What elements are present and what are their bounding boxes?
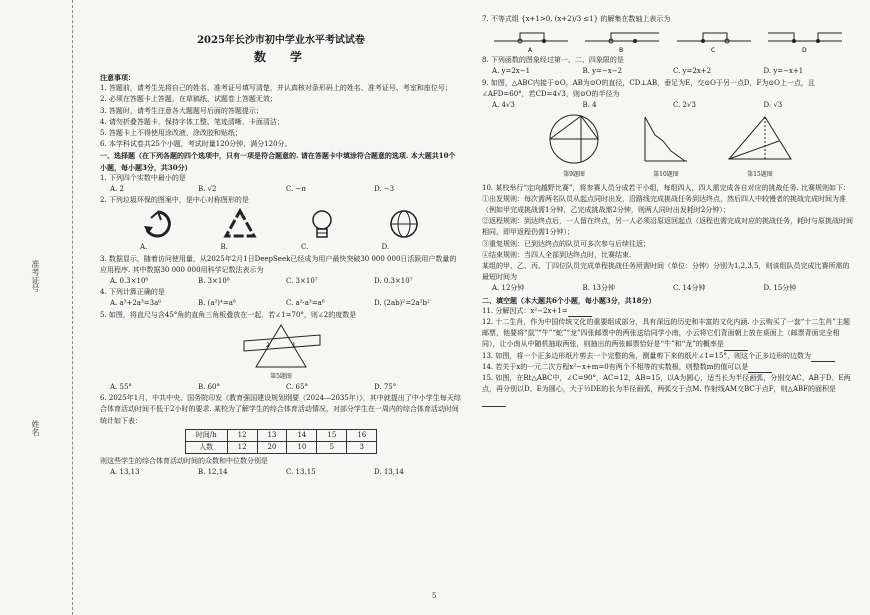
question-7: 7. 不等式组 {x+1>0, (x+2)/3 ≤1} 的解集在数轴上表示为 — [482, 15, 671, 23]
figure-9 — [541, 113, 607, 180]
question-5: 5. 如图，将直尺与含45°角的直角三角板叠放在一起，若∠1=70°，则∠2的度数是 — [100, 310, 357, 319]
table-cell: 5 — [317, 442, 347, 454]
option: A. 55° — [110, 383, 132, 392]
option: B. 12,14 — [198, 468, 228, 477]
option: C. 13,15 — [286, 468, 316, 477]
table-cell: 15 — [317, 429, 347, 441]
answer-blank — [482, 398, 506, 407]
answer-blank — [568, 308, 592, 317]
option: C. 2√3 — [673, 101, 696, 110]
option: A. a³+2a³=3a⁶ — [110, 299, 162, 308]
figure-caption: 第5题图 — [270, 372, 292, 380]
section-heading: 一、选择题（在下列各题的四个选项中，只有一项是符合题意的. 请在答题卡中填涂符合题意的选项. 本大题共10个小题，每小题3分，共30分） — [100, 151, 456, 172]
question-10: 10. 某校举行“定向越野比赛”，将参赛人员分成若干小组，每组四人，四人需完成各自对应的挑战任务. 比赛规则如下： — [482, 183, 850, 192]
notice-item: 1. 答题前，请考生先将自己的姓名、准考证号填写清楚，并认真核对条形码上的姓名、准考证号、考室和座位号； — [100, 84, 452, 93]
options-1 — [100, 184, 462, 195]
option-label: A — [528, 47, 533, 54]
polyline-figure — [641, 113, 691, 165]
option-label: D — [801, 47, 807, 54]
question-3: 3. 数据显示，随着访问使用量，从2025年2月1日DeepSeek已经成为用户最快突破30 000 000日活跃用户数量的应用程序. 其中数据30 000 000用科学记数法表示为 — [100, 254, 457, 274]
exam-title: 2025年长沙市初中学业水平考试试卷 — [197, 35, 365, 46]
option: D. — [381, 243, 390, 252]
option: D. (2ab)²=2a²b² — [374, 299, 430, 308]
question-6: 6. 2025年1月，中共中央、国务院印发《教育强国建设规划纲要（2024—2035年）》，其中就提出了中小学生每天综合体育活动时间不低于2小时的要求. 某校为了解学生的综合体育活动情况，对部分学生在一周内的综合体育活动时间统计如下表： — [100, 394, 461, 425]
option: B. √2 — [198, 185, 217, 194]
answer-blank — [811, 353, 835, 362]
question-12 — [482, 317, 854, 351]
rule-item: ④结束规则：当四人全部到达终点时，比赛结束. — [482, 250, 632, 259]
options-2 — [100, 242, 462, 253]
question-13 — [482, 351, 854, 362]
triangle-figure — [725, 113, 795, 165]
question-text: 15. 如图，在Rt△ABC中，∠C=90°，AC=12，AB=15，以A为圆心，适当长为半径画弧，分别交AC、AB于D、E两点，再分别以D、E为圆心，大于½DE的长为半径画弧，两弧交于点M. 作射线AM交BC于点F，则△ABF的面积是 — [482, 374, 851, 394]
table-cell: 16 — [347, 429, 377, 441]
options-9 — [482, 100, 854, 111]
rule-item: ②返程规则：到达终点后，一人留在终点，另一人必须沿原返回起点（返程也需完成对应的挑战任务，耗时与原挑战时间相同，即甲返程仍需1分钟）； — [482, 217, 853, 237]
notice-item: 6. 本学科试卷共25个小题，考试时量120分钟，满分120分。 — [100, 140, 292, 149]
option: B. 13分钟 — [582, 284, 616, 293]
left-column — [100, 28, 462, 479]
question-11 — [482, 306, 854, 317]
options-5 — [100, 382, 462, 393]
notice-item: 4. 请勿折叠答题卡，保持字体工整、笔迹清晰、卡面清洁； — [100, 117, 284, 126]
options-8 — [482, 66, 854, 77]
table-cell: 3 — [347, 442, 377, 454]
right-column — [482, 14, 854, 407]
rule-item: 某组的甲、乙、丙、丁四位队员完成单程挑战任务所需时间（单位：分钟）分别为1,2,3,5，则该组队员完成比赛所需的最短时间为 — [482, 262, 850, 282]
option: D. 0.3×10⁷ — [374, 277, 413, 286]
option: C. — [301, 243, 309, 252]
option: C. 14分钟 — [673, 284, 706, 293]
option: A. — [140, 243, 148, 252]
option: A. 0.3×10⁸ — [110, 277, 149, 286]
option: D. 15分钟 — [763, 284, 797, 293]
option: B. (a²)⁴=a⁸ — [198, 299, 236, 308]
option: C. −π — [286, 185, 307, 194]
option: A. 13,13 — [110, 468, 140, 477]
figure-caption: 第9题图 — [563, 171, 585, 179]
option: D. −3 — [374, 185, 395, 194]
q5-figure — [100, 323, 462, 369]
figure-caption: 第15题图 — [747, 171, 773, 179]
answer-blank — [748, 364, 772, 373]
option: A. 4√3 — [492, 101, 515, 110]
globe-icon — [387, 208, 421, 240]
option-label: C — [710, 47, 715, 54]
options-10 — [482, 283, 854, 294]
table-cell: 12 — [227, 442, 257, 454]
question-text: 12. 十二生肖，作为中国传统文化的重要组成部分，具有深远的历史和丰富的文化内涵. 小云购买了一套“十二生肖”主题邮票，他要将“鼠”“牛”“蛇”“龙”四张邮票中的两张送给同学小南，小云将它们背面朝上放在桌面上（邮票背面完全相同），让小南从中随机抽取两张，则抽出的两张邮票恰好是“牛”和“龙”的概率是 — [482, 318, 850, 349]
option: C. 3×10⁷ — [286, 277, 318, 286]
option: A. 2 — [110, 185, 124, 194]
table-cell: 时间/h — [185, 429, 227, 441]
section-heading: 二、填空题（本大题共6个小题，每小题3分，共18分） — [482, 295, 656, 305]
recycle-triangle-icon — [223, 208, 257, 240]
recycle-arrows-icon — [141, 208, 175, 240]
figure-10 — [641, 113, 691, 180]
name-label: 姓名 — [31, 420, 40, 436]
option: B. y=−x−2 — [582, 67, 623, 76]
option: B. 3×10⁸ — [198, 277, 230, 286]
table-cell: 10 — [287, 442, 317, 454]
binding-margin — [0, 0, 73, 615]
ruler-triangle-figure — [236, 323, 326, 369]
circle-figure — [541, 113, 607, 165]
rule-item: ③重复规则：已到达终点的队员可多次参与后续往返； — [482, 239, 650, 248]
question-6-ask: 则这些学生的综合体育活动时间的众数和中位数分别是 — [100, 457, 268, 466]
figure-caption: 第10题图 — [653, 171, 679, 179]
question-9: 9. 如图，△ABC内接于⊙O，AB为⊙O的直径，CD⊥AB，垂足为E，交⊙O于另一点D，F为⊙O上一点，且∠AFD=60°，若CD=4√3，则⊙O的半径为 — [482, 78, 815, 98]
question-2: 2. 下列垃圾环保的图案中，是中心对称图形的是 — [100, 196, 249, 205]
question-8: 8. 下列函数的图象经过第一、二、四象限的是 — [482, 56, 624, 65]
question-1: 1. 下列四个实数中最小的是 — [100, 173, 186, 182]
light-bulb-icon — [305, 208, 339, 240]
option: B. 4 — [582, 101, 597, 110]
option: B. 60° — [198, 383, 221, 392]
option: D. 75° — [374, 383, 397, 392]
figure-15 — [725, 113, 795, 180]
number-line-c — [675, 27, 753, 53]
question-text: 14. 若关于x的一元二次方程x²−x+m=0有两个不相等的实数根，则整数m的值可以是 — [482, 362, 749, 371]
svg-text:1: 1 — [292, 341, 296, 349]
options-4 — [100, 298, 462, 309]
exam-id-label: 准考证号 — [31, 260, 40, 292]
option: C. a²·a³=a⁶ — [286, 299, 325, 308]
option-label: B — [619, 47, 624, 54]
subject-title: 数 学 — [253, 50, 308, 64]
option: C. 65° — [286, 383, 308, 392]
option: A. y=2x−1 — [492, 67, 531, 76]
question-text: 11. 分解因式：x²−2x+1= — [482, 306, 568, 315]
answer-blank — [724, 342, 748, 351]
option: D. y=−x+1 — [763, 67, 804, 76]
notice-item: 3. 答题时，请考生注意各大题题号后面的答题提示； — [100, 106, 263, 115]
table-cell: 人数 — [185, 442, 227, 454]
question-15 — [482, 373, 854, 407]
table-cell: 13 — [257, 429, 287, 441]
question-14 — [482, 362, 854, 373]
geometry-figures — [482, 113, 854, 180]
page-number: 5 — [432, 592, 437, 600]
options-6 — [100, 467, 462, 478]
table-cell: 12 — [227, 429, 257, 441]
notice-heading: 注意事项： — [100, 73, 135, 82]
svg-text:2: 2 — [266, 341, 270, 349]
option: D. 13,14 — [374, 468, 404, 477]
table-row — [185, 442, 376, 454]
question-text: 13. 如图，将一个正多边形纸片剪去一个完整的角，测量剪下来的纸片∠1=15°，则这个正多边形的边数为 — [482, 351, 811, 360]
option: A. 12分钟 — [492, 284, 525, 293]
table-cell: 14 — [287, 429, 317, 441]
table-cell: 20 — [257, 442, 287, 454]
options-3 — [100, 276, 462, 287]
rule-item: ①出发规则：每次需两名队员从起点同时出发，沿路线完成挑战任务到达终点，然后四人中较慢者的挑战完成时间为准（例如甲完成挑战需1分钟，乙完成挑战需2分钟，则两人同时出发耗时2分钟）； — [482, 194, 846, 215]
number-line-d — [766, 27, 844, 53]
q7-number-lines — [482, 27, 854, 53]
activity-time-table — [185, 429, 377, 454]
number-line-a — [492, 27, 570, 53]
option: C. y=2x+2 — [673, 67, 712, 76]
q2-figures — [100, 208, 462, 240]
question-4: 4. 下列计算正确的是 — [100, 288, 165, 297]
option: B. — [220, 243, 228, 252]
number-line-b — [583, 27, 661, 53]
table-row — [185, 429, 376, 441]
option: D. √3 — [763, 101, 783, 110]
notice-item: 2. 必须在答题卡上答题，在草稿纸、试题卷上答题无效； — [100, 95, 277, 104]
notice-item: 5. 答题卡上不得使用涂改液、涂改胶和贴纸； — [100, 129, 242, 138]
